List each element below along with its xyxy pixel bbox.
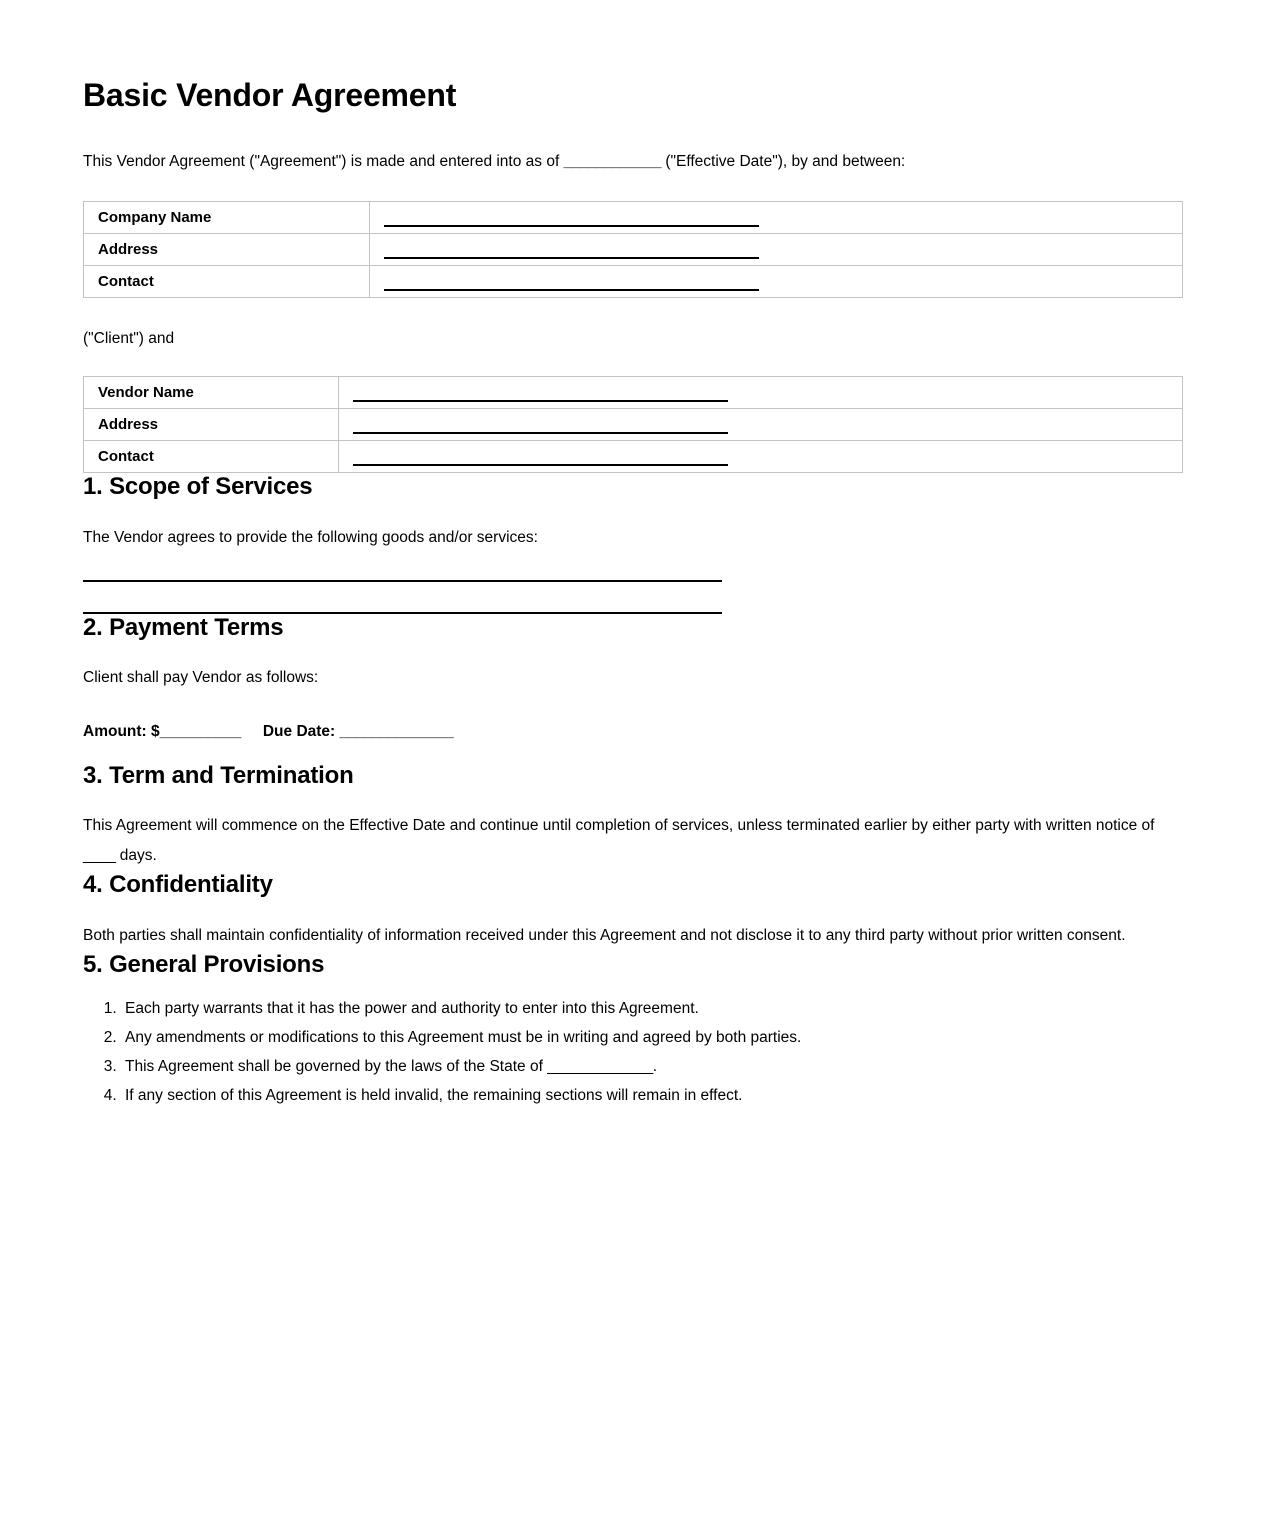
vendor-address-field[interactable] [339,409,1183,441]
provision-text: Any amendments or modifications to this Agreement must be in writing and agreed by both parties. [125,1028,802,1046]
fill-rule [353,432,728,434]
notice-days-blank[interactable]: ____ [83,847,116,865]
table-row [84,441,1183,473]
governing-state-blank[interactable]: _____________ [547,1057,653,1075]
table-row [84,377,1183,409]
intro-text-after-blank: ("Effective Date"), by and between: [661,153,906,171]
list-item [121,996,1183,1022]
amount-label: Amount: $ [83,723,160,741]
fill-rule [353,400,728,402]
client-contact-field[interactable] [370,266,1183,298]
provision-text: If any section of this Agreement is held invalid, the remaining sections will remain in effect. [125,1086,743,1104]
fill-rule [384,225,759,227]
provision-text: Each party warrants that it has the power and authority to enter into this Agreement. [125,999,699,1017]
vendor-contact-label: Contact [84,441,339,473]
scope-of-services-fill-area [83,580,1183,614]
list-item [121,1054,1183,1080]
section-4-body: Both parties shall maintain confidentiality of information received under this Agreement and not disclose it to any third party without prior written consent. [83,927,1126,945]
due-date-label: Due Date: [262,723,340,741]
list-item [121,1083,1183,1109]
page-title: Basic Vendor Agreement [83,77,457,113]
vendor-contact-field[interactable] [339,441,1183,473]
due-date-blank[interactable]: ______________ [339,723,454,741]
section-4-heading: 4. Confidentiality [83,871,273,899]
client-party-table [83,201,1183,298]
client-company-name-field[interactable] [370,202,1183,234]
vendor-party-table [83,376,1183,473]
section-2-body: Client shall pay Vendor as follows: [83,669,319,687]
fill-rule [384,257,759,259]
section-5-heading: 5. General Provisions [83,951,325,979]
vendor-name-field[interactable] [339,377,1183,409]
payment-fields-row [83,718,1183,746]
list-item [121,1025,1183,1051]
table-row [84,266,1183,298]
provision-text-tail: . [652,1057,658,1075]
section-3-body [83,811,1173,871]
provision-text: This Agreement shall be governed by the laws of the State of [125,1057,548,1075]
term-text-after-blank: days. [115,847,157,865]
client-company-name-label: Company Name [84,202,370,234]
section-1-heading: 1. Scope of Services [83,473,313,501]
intro-text-before-blank: This Vendor Agreement ("Agreement") is made and entered into as of [83,153,564,171]
client-address-label: Address [84,234,370,266]
fill-rule [384,289,759,291]
intro-paragraph [83,147,1183,177]
fill-rule [353,464,728,466]
client-caption: ("Client") and [83,330,175,348]
section-2-heading: 2. Payment Terms [83,613,284,641]
general-provisions-list [83,996,1183,1109]
table-row [84,409,1183,441]
section-3-heading: 3. Term and Termination [83,761,354,789]
amount-blank[interactable]: __________ [159,723,241,741]
client-contact-label: Contact [84,266,370,298]
effective-date-blank[interactable]: ____________ [563,153,662,171]
scope-fill-line-1[interactable] [83,580,722,582]
term-text-before-blank: This Agreement will commence on the Effective Date and continue until completion of services, unless terminated earlier by either party with written notice of [83,817,1155,835]
client-address-field[interactable] [370,234,1183,266]
section-1-body: The Vendor agrees to provide the following goods and/or services: [83,528,538,546]
vendor-address-label: Address [84,409,339,441]
table-row [84,234,1183,266]
table-row [84,202,1183,234]
vendor-name-label: Vendor Name [84,377,339,409]
